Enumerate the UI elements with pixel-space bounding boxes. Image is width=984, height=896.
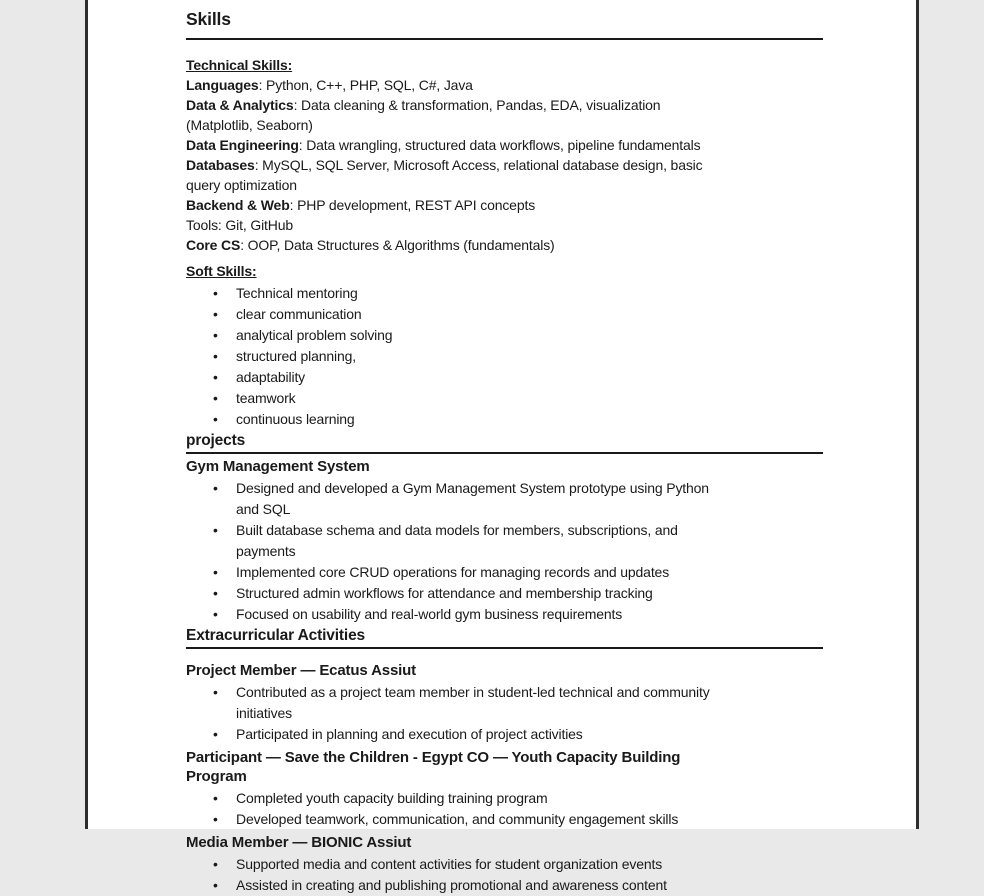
skill-lead: Databases	[186, 157, 255, 173]
skill-rest: : Python, C++, PHP, SQL, C#, Java	[258, 77, 473, 93]
list-item: • analytical problem solving	[186, 325, 725, 346]
project-bullets-list	[186, 478, 725, 625]
list-item: • teamwork	[186, 388, 725, 409]
list-item: • adaptability	[186, 367, 725, 388]
skill-rest: Tools: Git, GitHub	[186, 217, 294, 233]
list-item: • Contributed as a project team member in student-led technical and community initiatives	[186, 682, 725, 724]
skill-lead: Core CS	[186, 237, 241, 253]
extracurricular-bullets-list	[186, 854, 725, 896]
list-item: • Assisted in creating and publishing promotional and awareness content	[186, 875, 725, 896]
list-item: • Completed youth capacity building training program	[186, 788, 725, 809]
skill-line-databases	[186, 155, 725, 195]
skill-rest: : OOP, Data Structures & Algorithms (fundamentals)	[240, 237, 555, 253]
skills-section-heading: Skills	[186, 7, 823, 40]
resume-page	[85, 0, 919, 893]
extracurricular-entry-title: Participant — Save the Children - Egypt CO — Youth Capacity Building Program	[186, 749, 681, 785]
list-item: • Implemented core CRUD operations for managing records and updates	[186, 562, 725, 583]
skill-line-data-engineering	[186, 135, 725, 155]
skill-rest: : Data wrangling, structured data workflows, pipeline fundamentals	[298, 137, 701, 153]
extracurricular-section-heading: Extracurricular Activities	[186, 627, 823, 649]
projects-section-heading: projects	[186, 432, 823, 454]
skill-line-languages	[186, 75, 725, 95]
list-item: • Developed teamwork, communication, and community engagement skills	[186, 809, 725, 830]
soft-skills-label: Soft Skills:	[186, 263, 257, 279]
skill-rest: : PHP development, REST API concepts	[289, 197, 536, 213]
soft-skills-list	[186, 283, 725, 430]
skill-lead: Data Engineering	[186, 137, 299, 153]
list-item: • Designed and developed a Gym Management System prototype using Python and SQL	[186, 478, 725, 520]
technical-skills-heading	[186, 55, 725, 75]
list-item: • structured planning,	[186, 346, 725, 367]
list-item: • continuous learning	[186, 409, 725, 430]
list-item: • Technical mentoring	[186, 283, 725, 304]
skill-line-backend-web	[186, 195, 725, 215]
list-item: • Built database schema and data models for members, subscriptions, and payments	[186, 520, 725, 562]
list-item: • Supported media and content activities for student organization events	[186, 854, 725, 875]
skill-rest: : MySQL, SQL Server, Microsoft Access, relational database design, basic query optimization	[186, 157, 703, 193]
skill-line-data-analytics	[186, 95, 725, 135]
list-item: • Participated in planning and execution of project activities	[186, 724, 725, 745]
extracurricular-bullets-list	[186, 788, 725, 830]
technical-skills-label: Technical Skills:	[186, 57, 293, 73]
skill-lead: Data & Analytics	[186, 97, 294, 113]
project-entry-title: Gym Management System	[186, 458, 370, 475]
extracurricular-entry-title: Project Member — Ecatus Assiut	[186, 662, 417, 679]
extracurricular-bullets-list	[186, 682, 725, 745]
skill-line-core-cs	[186, 235, 725, 255]
page-content	[88, 0, 725, 896]
list-item: • Structured admin workflows for attendance and membership tracking	[186, 583, 725, 604]
extracurricular-entry-title: Media Member — BIONIC Assiut	[186, 834, 412, 851]
skill-rest: : Data cleaning & transformation, Pandas, EDA, visualization (Matplotlib, Seaborn)	[186, 97, 661, 133]
skill-line-tools	[186, 215, 725, 235]
list-item: • clear communication	[186, 304, 725, 325]
list-item: • Focused on usability and real-world gym business requirements	[186, 604, 725, 625]
soft-skills-heading	[186, 261, 725, 281]
skill-lead: Languages	[186, 77, 259, 93]
skill-lead: Backend & Web	[186, 197, 290, 213]
